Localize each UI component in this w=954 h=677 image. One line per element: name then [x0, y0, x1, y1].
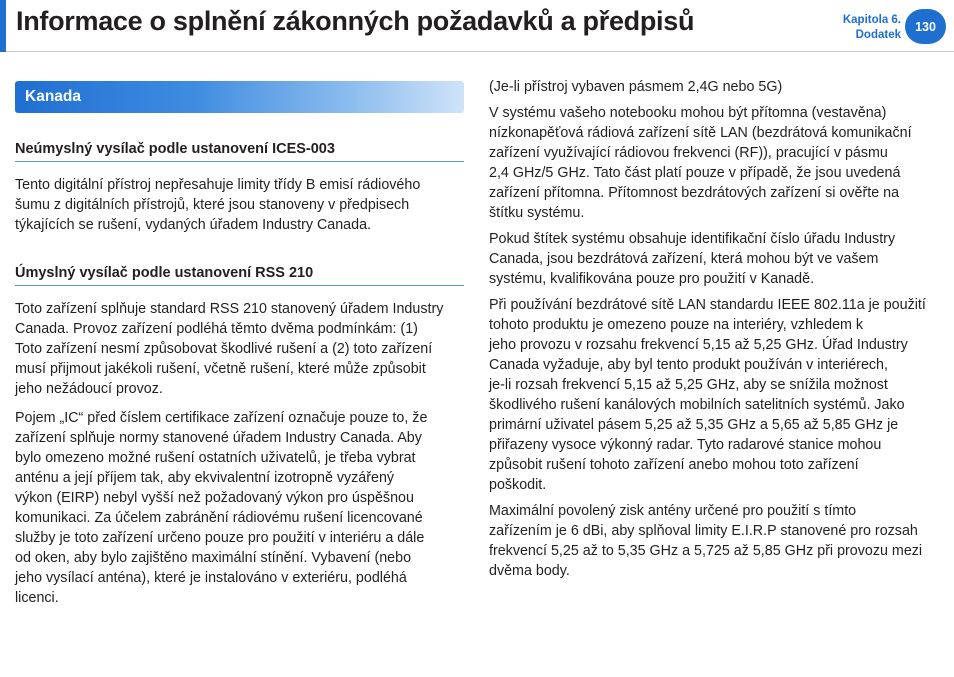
text-line: zařízením je 6 dBi, aby splňoval limity E.I.R.P stanovené pro rozsah — [489, 523, 918, 539]
text-line: Canada. Provoz zařízení podléhá těmto dvěma podmínkám: (1) — [15, 321, 418, 337]
paragraph-wireless-devices — [489, 103, 941, 223]
text-line: přiřazeny vysoce výkonný radar. Tyto radarové stanice mohou — [489, 437, 882, 453]
chapter-name: Dodatek — [855, 29, 901, 41]
text-line: Pokud štítek systému obsahuje identifikační číslo úřadu Industry — [489, 231, 896, 247]
title-divider — [6, 51, 954, 52]
text-line: 2,4 GHz/5 GHz. Tato část platí pouze v případě, že jsou uvedená — [489, 165, 901, 181]
text-line: primární uživatel pásem 5,25 až 5,35 GHz a 5,65 až 5,85 GHz je — [489, 417, 899, 433]
right-column — [489, 77, 941, 587]
chapter-label — [843, 13, 901, 43]
text-line: škodlivého rušení kanálových mobilních satelitních systémů. Jako — [489, 397, 905, 413]
text-line: je-li rozsah frekvencí 5,15 až 5,25 GHz, aby se snížila možnost — [489, 377, 888, 393]
paragraph-band-note — [489, 77, 941, 97]
text-line: licenci. — [15, 590, 59, 606]
subheading-rss-210: Úmyslný vysílač podle ustanovení RSS 210 — [15, 265, 464, 286]
text-line: jeho nežádoucí provoz. — [15, 381, 163, 397]
paragraph-ieee-80211a — [489, 295, 941, 495]
text-line: dvěma body. — [489, 563, 570, 579]
chapter-number: Kapitola 6. — [842, 14, 901, 26]
text-line: bylo omezeno možné rušení ostatních uživatelů, je třeba vybrat — [15, 450, 416, 466]
text-line: komunikaci. Za účelem zabránění rádiovému rušení licencované — [15, 510, 423, 526]
text-line: anténu a její příjem tak, aby ekvivalentní izotropně vyzářený — [15, 470, 395, 486]
text-line: systému, kvalifikována pouze pro použití v Kanadě. — [489, 271, 815, 287]
paragraph-system-label — [489, 229, 941, 289]
page-number-badge: 130 — [905, 9, 946, 44]
subheading-ices-003: Neúmyslný vysílač podle ustanovení ICES-003 — [15, 141, 464, 162]
header-accent-bar — [0, 0, 6, 52]
text-line: jeho provozu v rozsahu frekvencí 5,15 až 5,25 GHz. Úřad Industry — [489, 337, 908, 353]
text-line: Pojem „IC“ před číslem certifikace zařízení označuje pouze to, že — [15, 410, 428, 426]
text-line: výkon (EIRP) nebyl vyšší než požadovaný výkon pro úspěšnou — [15, 490, 414, 506]
section-header-canada: Kanada — [15, 81, 464, 113]
text-line: V systému vašeho notebooku mohou být přítomna (vestavěna) — [489, 105, 887, 121]
text-line: týkajících se rušení, vydaných úřadem Industry Canada. — [15, 217, 372, 233]
left-column — [15, 81, 464, 608]
text-line: štítku systému. — [489, 205, 585, 221]
paragraph-ic-certification — [15, 408, 464, 608]
page-title: Informace o splnění zákonných požadavků a předpisů — [16, 6, 695, 36]
text-line: nízkonapěťová rádiová zařízení sítě LAN (bezdrátová komunikační — [489, 125, 912, 141]
text-line: Canada vyžaduje, aby byl tento produkt používán v interiérech, — [489, 357, 888, 373]
text-line: způsobit rušení tohoto zařízení anebo mohou toto zařízení — [489, 457, 859, 473]
text-line: Canada, jsou bezdrátová zařízení, která mohou být ve vašem — [489, 251, 879, 267]
text-line: poškodit. — [489, 477, 547, 493]
text-line: (Je-li přístroj vybaven pásmem 2,4G nebo 5G) — [489, 79, 783, 95]
text-line: Toto zařízení splňuje standard RSS 210 stanovený úřadem Industry — [15, 301, 444, 317]
paragraph-rss-210 — [15, 299, 464, 399]
text-line: zařízení přítomna. Přítomnost bezdrátových zařízení si ověřte na — [489, 185, 900, 201]
text-line: Při používání bezdrátové sítě LAN standardu IEEE 802.11a je použití — [489, 297, 926, 313]
text-line: jeho vysílací anténa), které je instalováno v exteriéru, podléhá — [15, 570, 407, 586]
paragraph-antenna-gain — [489, 501, 941, 581]
text-line: Tento digitální přístroj nepřesahuje limity třídy B emisí rádiového — [15, 177, 421, 193]
text-line: šumu z digitálních přístrojů, které jsou stanoveny v předpisech — [15, 197, 410, 213]
text-line: Toto zařízení nesmí způsobovat škodlivé rušení a (2) toto zařízení — [15, 341, 433, 357]
text-line: zařízení splňuje normy stanovené úřadem Industry Canada. Aby — [15, 430, 422, 446]
text-line: zařízení využívající rádiovou frekvenci (RF)), pracující v pásmu — [489, 145, 888, 161]
text-line: od oken, aby bylo zajištěno maximální stínění. Vybavení (nebo — [15, 550, 412, 566]
text-line: musí přijmout jakékoli rušení, včetně rušení, které může způsobit — [15, 361, 426, 377]
text-line: Maximální povolený zisk antény určené pro použití s tímto — [489, 503, 857, 519]
paragraph-ices-003 — [15, 175, 464, 235]
text-line: frekvencí 5,25 až to 5,35 GHz a 5,725 až 5,85 GHz při provozu mezi — [489, 543, 923, 559]
text-line: tohoto produktu je omezeno pouze na interiéry, vzhledem k — [489, 317, 864, 333]
text-line: služby je toto zařízení určeno pouze pro použití v interiéru a dále — [15, 530, 425, 546]
